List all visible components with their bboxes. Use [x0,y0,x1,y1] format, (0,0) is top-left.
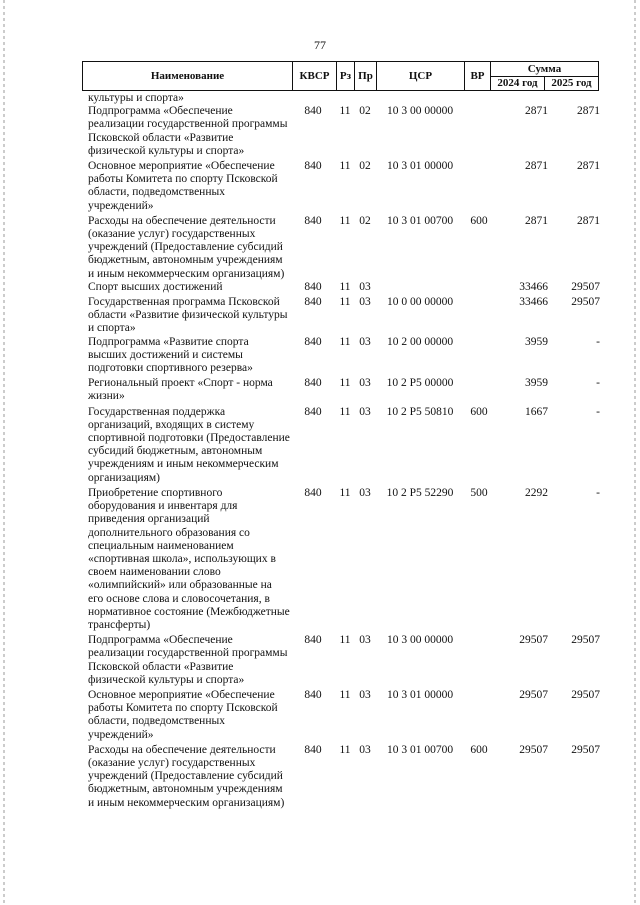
row-sum-2024: 1667 [525,405,548,418]
scan-edge-left [3,0,5,905]
row-kvsr: 840 [304,280,322,293]
row-name: Расходы на обеспечение деятельности (оказание услуг) государственных учреждений (Предоставление субсидий бюджетным, автономным учреждениям и иным некоммерческим организациям) [88,743,285,809]
row-pr: 03 [359,405,371,418]
row-rz: 11 [339,296,351,309]
table-row [88,105,600,158]
row-pr: 03 [359,743,371,756]
header-year-2024: 2024 год [491,76,545,91]
row-sum-2024: 2292 [525,486,548,499]
table-row [88,160,600,213]
row-pr: 03 [359,335,371,348]
row-pr: 03 [359,280,371,293]
row-vr: 600 [470,214,488,227]
row-rz: 11 [339,280,351,293]
row-sum-2024: 2871 [525,214,548,227]
row-sum-2024: 33466 [519,280,548,293]
row-sum-2024: 29507 [519,743,548,756]
row-pr: 03 [359,377,371,390]
row-csr: 10 3 01 00000 [386,688,454,701]
row-rz: 11 [339,688,351,701]
table-row [88,92,600,105]
table-header [82,61,599,91]
row-kvsr: 840 [304,405,322,418]
row-kvsr: 840 [304,105,322,118]
row-sum-2025: 2871 [577,160,600,173]
table-row [88,689,600,742]
row-name: Подпрограмма «Развитие спорта высших достижений и системы подготовки спортивного резерва» [88,335,253,375]
row-vr [464,296,494,336]
row-name: Государственная программа Псковской области «Развитие физической культуры и спорта» [88,296,288,335]
table-body [88,92,600,810]
row-vr [464,92,494,105]
row-rz: 11 [339,486,351,499]
row-sum-2025: 29507 [571,634,600,647]
table-row [88,406,600,485]
table-row [88,744,600,810]
row-sum-2024: 3959 [525,377,548,390]
row-csr: 10 0 00 00000 [386,296,454,309]
row-csr: 10 2 P5 50810 [386,405,454,418]
row-name: Основное мероприятие «Обеспечение работы Комитета по спорту Псковской области, подведомственных учреждений» [88,688,278,741]
row-name: Подпрограмма «Обеспечение реализации государственной программы Псковской области «Развитие физической культуры и спорта» [88,634,288,686]
row-kvsr: 840 [304,296,322,309]
row-kvsr: 840 [304,377,322,390]
row-name: Подпрограмма «Обеспечение реализации государственной программы Псковской области «Развитие физической культуры и спорта» [88,105,288,157]
row-vr [464,634,494,687]
row-rz: 11 [339,160,351,173]
row-kvsr: 840 [304,486,322,499]
row-name: Государственная поддержка организаций, входящих в систему спортивной подготовки (Предоставление субсидий бюджетным, автономным учреждениям и иным некоммерческим организациям) [88,405,290,484]
row-rz: 11 [339,377,351,390]
row-vr [464,377,494,403]
row-sum-2025: - [596,377,600,390]
row-pr: 02 [359,160,371,173]
row-vr: 500 [470,486,488,499]
row-csr: 10 3 00 00000 [386,634,454,647]
row-name: Основное мероприятие «Обеспечение работы Комитета по спорту Псковской области, подведомственных учреждений» [88,160,278,212]
row-kvsr [290,92,336,105]
row-kvsr: 840 [304,634,322,647]
header-sum: Сумма [491,62,599,77]
header-rz: Рз [337,62,355,91]
row-vr: 600 [470,743,488,756]
row-vr: 600 [470,405,488,418]
header-year-2025: 2025 год [545,76,599,91]
row-csr: 10 3 01 00700 [386,214,454,227]
table-row [88,281,600,294]
row-vr [464,689,494,742]
row-vr [464,336,494,376]
row-sum-2025: 2871 [577,105,600,118]
row-sum-2024: 29507 [519,634,548,647]
row-sum-2024: 3959 [525,335,548,348]
row-csr: 10 3 01 00000 [386,160,454,173]
row-rz: 11 [339,105,351,118]
row-sum-2024: 29507 [519,688,548,701]
row-vr [464,160,494,213]
row-sum-2025: 29507 [571,743,600,756]
header-pr: Пр [355,62,377,91]
row-kvsr: 840 [304,743,322,756]
row-sum-2025: - [596,405,600,418]
header-kvsr: КВСР [293,62,337,91]
table-row [88,336,600,376]
row-sum-2025: 29507 [571,280,600,293]
row-sum-2025: 2871 [577,214,600,227]
row-csr: 10 3 00 00000 [386,105,454,118]
table-row [88,634,600,687]
row-rz: 11 [339,335,351,348]
row-sum-2025: 29507 [571,688,600,701]
row-csr: 10 2 00 00000 [386,335,454,348]
row-pr [354,92,376,105]
row-name: Спорт высших достижений [88,280,223,293]
row-pr: 03 [359,634,371,647]
table-row [88,487,600,632]
row-sum-2024: 2871 [525,105,548,118]
row-pr: 03 [359,296,371,309]
row-name: Расходы на обеспечение деятельности (оказание услуг) государственных учреждений (Предоставление субсидий бюджетным, автономным учреждениям и иным некоммерческим организациям) [88,214,285,280]
row-csr: 10 2 P5 52290 [386,486,454,499]
row-kvsr: 840 [304,160,322,173]
row-csr [376,281,464,294]
row-rz [336,92,354,105]
row-vr [464,281,494,294]
table-row [88,377,600,403]
header-vr: ВР [465,62,491,91]
scan-edge-right [634,0,636,905]
row-rz: 11 [339,214,351,227]
row-csr: 10 2 P5 00000 [386,377,454,390]
row-sum-2024 [494,92,548,105]
row-name: Региональный проект «Спорт - норма жизни» [88,377,273,403]
table-row [88,296,600,336]
row-sum-2025: 29507 [571,296,600,309]
row-sum-2025 [548,92,600,105]
row-pr: 03 [359,688,371,701]
row-name: культуры и спорта» [88,92,184,104]
table-row [88,215,600,281]
row-sum-2024: 2871 [525,160,548,173]
row-vr [464,105,494,158]
row-pr: 02 [359,214,371,227]
row-rz: 11 [339,634,351,647]
row-rz: 11 [339,743,351,756]
row-kvsr: 840 [304,688,322,701]
row-pr: 03 [359,486,371,499]
row-sum-2025: - [596,335,600,348]
page-number: 77 [314,38,326,52]
header-csr: ЦСР [377,62,465,91]
row-csr [376,92,464,105]
row-kvsr: 840 [304,214,322,227]
row-rz: 11 [339,405,351,418]
row-sum-2024: 33466 [519,296,548,309]
row-name: Приобретение спортивного оборудования и инвентаря для приведения организаций дополнительного образования со специальным наименованием «спортивная школа», использующих в своем наименовании слово «олимпийский» или образованные на его основе слова и словосочетания, в нормативное состояние (Межбюджетные трансферты) [88,486,290,631]
row-pr: 02 [359,105,371,118]
row-csr: 10 3 01 00700 [386,743,454,756]
row-sum-2025: - [596,486,600,499]
header-name: Наименование [83,62,293,91]
row-kvsr: 840 [304,335,322,348]
